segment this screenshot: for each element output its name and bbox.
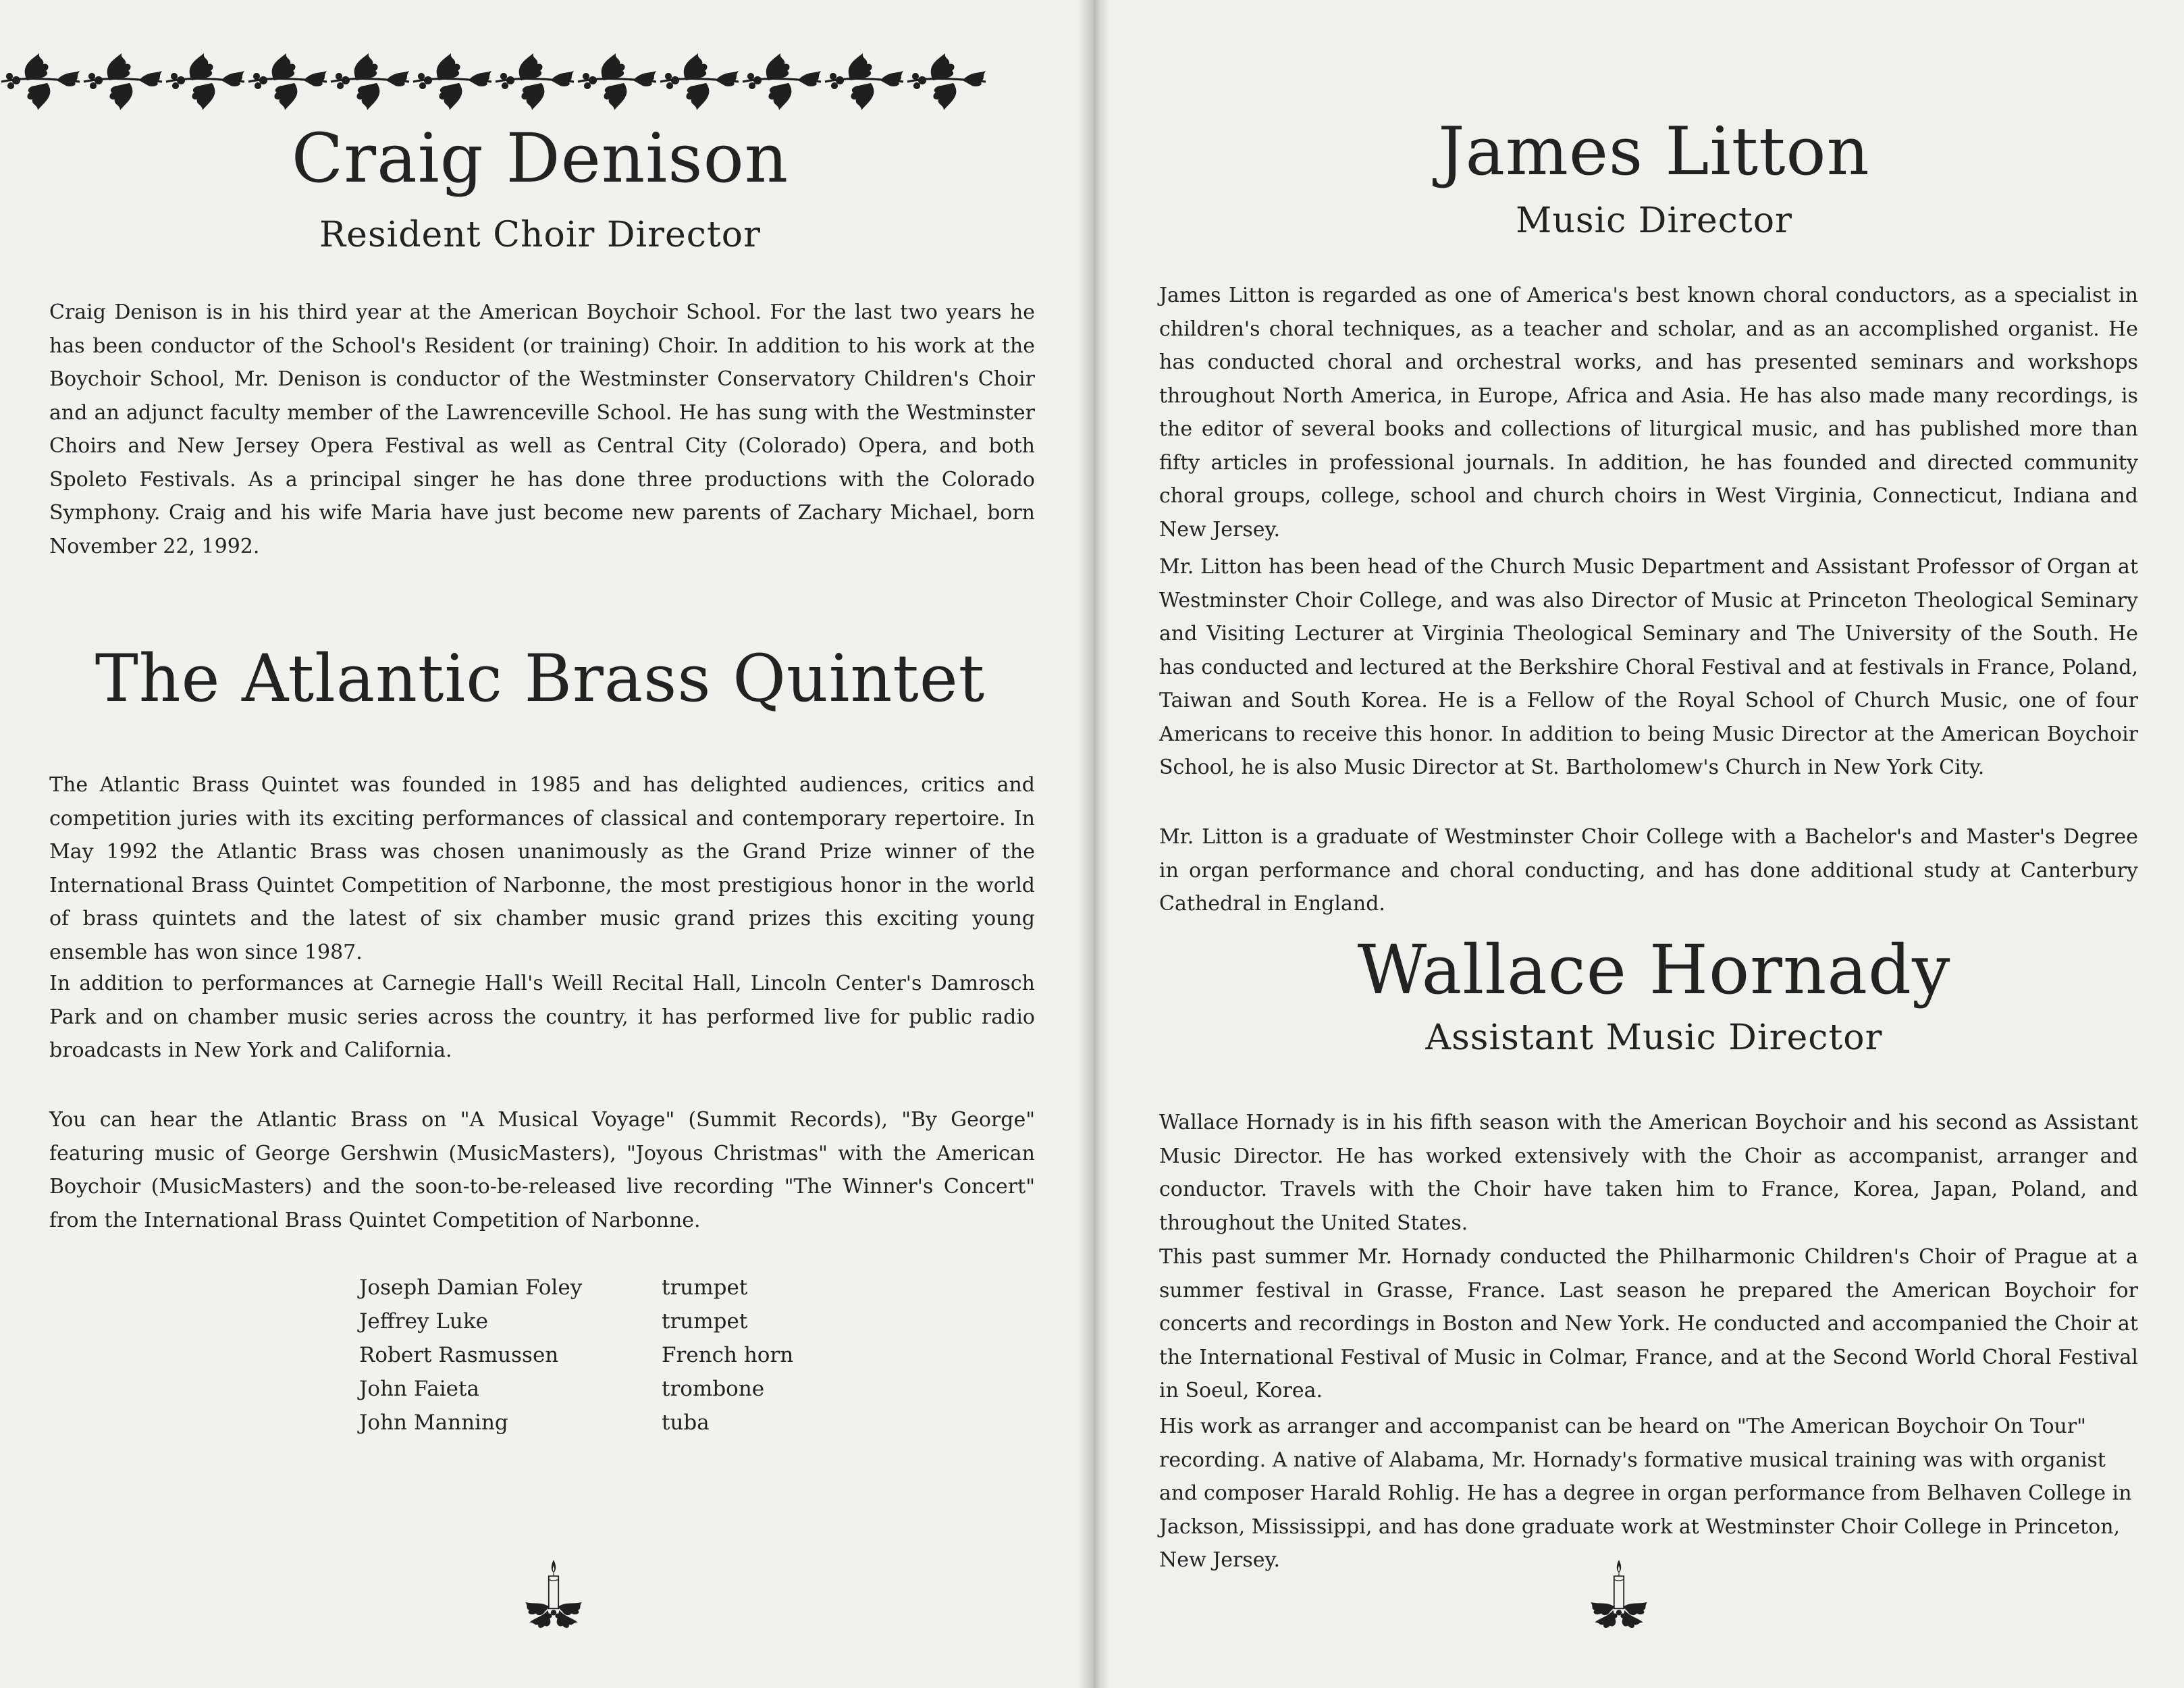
holly-sprig-icon <box>166 53 244 110</box>
section-title: The Atlantic Brass Quintet <box>95 641 986 716</box>
bio-paragraph: This past summer Mr. Hornady conducted the Philharmonic Children's Choir of Prague at a summer festival in Grasse, France. Last season he prepared the American Boychoir for concerts and recordings in Boston and New York. He conducted and accompanied the Choir at the International Festival of Music in Colmar, France, and at the Second World Choral Festival in Soeul, Korea. <box>1159 1245 2138 1402</box>
holly-sprig-icon <box>907 53 986 110</box>
holly-sprig-icon <box>496 53 574 110</box>
member-instrument: trombone <box>662 1377 765 1401</box>
member-instrument: tuba <box>662 1410 710 1435</box>
candle-holly-icon <box>1578 1553 1659 1637</box>
member-instrument: trumpet <box>662 1309 748 1334</box>
bio-paragraph: The Atlantic Brass Quintet was founded in 1985 and has delighted audiences, critics and competition juries with its exciting performances of classical and contemporary repertoire. In May 1992 the Atlantic Brass was chosen unanimously as the Grand Prize winner of the International Brass Quintet Competition of Narbonne, the most prestigious honor in the world of brass quintets and the latest of six chamber music grand prizes this exciting young ensemble has won since 1987. <box>49 773 1035 964</box>
section-subtitle: Resident Choir Director <box>319 215 761 255</box>
member-name: John Faieta <box>359 1377 479 1401</box>
member-name: Joseph Damian Foley <box>359 1275 583 1300</box>
member-instrument: French horn <box>662 1343 794 1367</box>
section-title: Wallace Hornady <box>1357 930 1951 1009</box>
bio-paragraph: James Litton is regarded as one of America's best known choral conductors, as a specialist in children's choral techniques, as a teacher and scholar, and as an accomplished organist. He has conducted choral and orchestral works, and has presented seminars and workshops throughout North America, in Europe, Africa and Asia. He has also made many recordings, is the editor of several books and collections of liturgical music, and has published more than fifty articles in professional journals. In addition, he has founded and directed community choral groups, college, school and church choirs in West Virginia, Connecticut, Indiana and New Jersey. <box>1159 284 2138 542</box>
member-name: Jeffrey Luke <box>359 1309 489 1334</box>
member-instrument: trumpet <box>662 1275 748 1300</box>
holly-sprig-icon <box>84 53 162 110</box>
holly-sprig-icon <box>248 53 327 110</box>
holly-sprig-icon <box>1 53 80 110</box>
section-subtitle: Assistant Music Director <box>1425 1018 1883 1058</box>
book-gutter <box>1077 0 1110 1688</box>
bio-paragraph: In addition to performances at Carnegie Hall's Weill Recital Hall, Lincoln Center's Damrosch Park and on chamber music series across the country, it has performed live for public radio broadcasts in New York and California. <box>49 972 1035 1062</box>
section-subtitle: Music Director <box>1516 201 1792 241</box>
bio-paragraph: Mr. Litton has been head of the Church Music Department and Assistant Professor of Organ at Westminster Choir College, and was also Director of Music at Princeton Theological Seminary and Visiting Lecturer at Virginia Theological Seminary and The University of the South. He has conducted and lectured at the Berkshire Choral Festival and at festivals in France, Poland, Taiwan and South Korea. He is a Fellow of the Royal School of Church Music, one of four Americans to receive this honor. In addition to being Music Director at the American Boychoir School, he is also Music Director at St. Bartholomew's Church in New York City. <box>1159 555 2138 779</box>
member-roster <box>359 1271 899 1446</box>
bio-paragraph: You can hear the Atlantic Brass on "A Musical Voyage" (Summit Records), "By George" featuring music of George Gershwin (MusicMasters), "Joyous Christmas" with the American Boychoir (MusicMasters) and the soon-to-be-released live recording "The Winner's Concert" from the International Brass Quintet Competition of Narbonne. <box>49 1108 1035 1232</box>
bio-paragraph: Mr. Litton is a graduate of Westminster Choir College with a Bachelor's and Master's Degree in organ performance and choral conducting, and has done additional study at Canterbury Cathedral in England. <box>1159 825 2138 916</box>
holly-sprig-icon <box>825 53 903 110</box>
holly-sprig-icon <box>743 53 821 110</box>
member-name: John Manning <box>359 1410 508 1435</box>
candle-holly-icon <box>513 1553 594 1637</box>
bio-paragraph: Craig Denison is in his third year at the American Boychoir School. For the last two years he has been conductor of the School's Resident (or training) Choir. In addition to his work at the Boychoir School, Mr. Denison is conductor of the Westminster Conservatory Children's Choir and an adjunct faculty member of the Lawrenceville School. He has sung with the Westminster Choirs and New Jersey Opera Festival as well as Central City (Colorado) Opera, and both Spoleto Festivals. As a principal singer he has done three productions with the Colorado Symphony. Craig and his wife Maria have just become new parents of Zachary Michael, born November 22, 1992. <box>49 300 1035 558</box>
holly-sprig-icon <box>578 53 656 110</box>
bio-paragraph: Wallace Hornady is in his fifth season with the American Boychoir and his second as Assistant Music Director. He has worked extensively with the Choir as accompanist, arranger and conductor. Travels with the Choir have taken him to France, Korea, Japan, Poland, and throughout the United States. <box>1159 1111 2138 1235</box>
member-name: Robert Rasmussen <box>359 1343 559 1367</box>
holly-sprig-icon <box>413 53 491 110</box>
section-title: Craig Denison <box>291 119 789 198</box>
bio-paragraph: His work as arranger and accompanist can be heard on "The American Boychoir On Tour" recording. A native of Alabama, Mr. Hornady's formative musical training was with organist and composer Harald Rohlig. He has a degree in organ performance from Belhaven College in Jackson, Mississippi, and has done graduate work at Westminster Choir College in Princeton, New Jersey. <box>1159 1415 2132 1572</box>
holly-sprig-icon <box>660 53 739 110</box>
holly-sprig-icon <box>331 53 409 110</box>
section-title: James Litton <box>1438 113 1870 190</box>
holly-border-icon <box>0 51 999 111</box>
